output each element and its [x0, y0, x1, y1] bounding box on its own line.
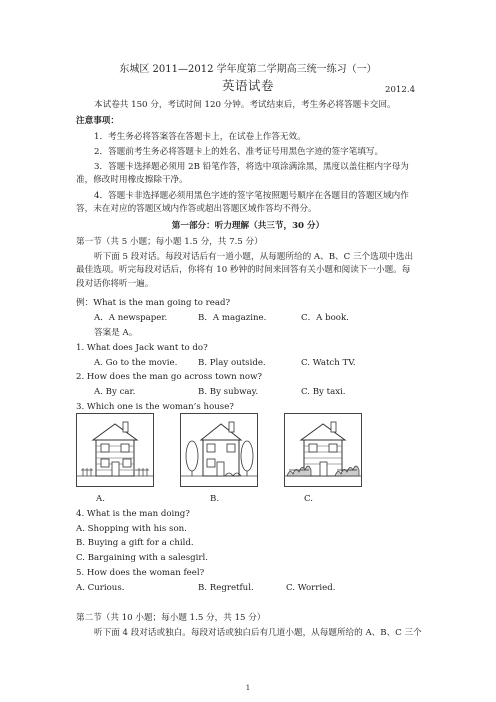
question: 2. How does the man go across town now? [76, 372, 263, 382]
option: A. Curious. [76, 583, 125, 593]
exam-title: 英语试卷 [221, 78, 274, 93]
section-heading: 第二节（共 10 小题；每小题 1.5 分，共 15 分） [76, 613, 266, 623]
notice-heading: 注意事项： [76, 116, 119, 126]
notice-item: 1．考生务必将答案答在答题卡上，在试卷上作答无效。 [94, 132, 306, 142]
section-instructions: 听下面 5 段对话。每段对话后有一道小题，从每题所给的 A、B、C 三个选项中选出最佳选项。听完每段对话后，你将有 10 秒钟的时间来回答有关小题和阅读下一小题。每段对话你将听一遍。 [76, 252, 414, 289]
option: A．A newspaper. [94, 313, 168, 323]
notice-item: 4．答题卡非选择题必须用黑色字迹的签字笔按照题号顺序在各题目的答题区域内作答，未在对应的答题区域内作答或超出答题区域作答均不得分。 [76, 191, 409, 215]
section-instructions: 听下面 4 段对话或独白。每段对话或独白后有几道小题，从每题所给的 A、B、C 三个 [94, 628, 422, 638]
option: B. Play outside. [198, 358, 266, 368]
house-icon [284, 413, 362, 487]
option: B. Buying a gift for a child. [76, 538, 194, 548]
option: C. Watch TV. [301, 358, 356, 368]
option: A. By car. [94, 387, 136, 397]
question: 1. What does Jack want to do? [76, 343, 208, 353]
intro-text: 本试卷共 150 分，考试时间 120 分钟。考试结束后，考生务必将答题卡交回。 [94, 100, 396, 110]
page-number: 1 [245, 684, 251, 692]
option: B. By subway. [198, 387, 259, 397]
option: C. Bargaining with a salesgirl. [76, 553, 208, 563]
option: A. Go to the movie. [94, 358, 178, 368]
question: 5. How does the woman feel? [76, 568, 205, 578]
house-icon [76, 413, 154, 487]
part-heading: 第一部分：听力理解（共三节，30 分） [171, 221, 325, 231]
notice-item: 3．答题卡选择题必须用 2B 铅笔作答，将选中项涂满涂黑，黑度以盖住框内字母为准，修改时用橡皮擦除干净。 [76, 162, 409, 186]
option: A. Shopping with his son. [76, 524, 187, 534]
option: B．A magazine. [198, 313, 267, 323]
option: B. Regretful. [198, 583, 254, 593]
exam-date: 2012.4 [385, 85, 416, 95]
question: 4. What is the man doing? [76, 509, 190, 519]
image-label: C. [304, 494, 314, 504]
image-label: B. [210, 494, 220, 504]
example-question: 例：What is the man going to read? [76, 298, 231, 308]
image-label: A. [96, 494, 105, 504]
notice-item: 2．答题前考生务必将答题卡上的姓名、准考证号用黑色字迹的签字笔填写。 [94, 147, 384, 157]
section-heading: 第一节（共 5 小题；每小题 1.5 分，共 7.5 分） [76, 237, 263, 247]
option: C. By taxi. [301, 387, 346, 397]
house-icon [180, 413, 258, 487]
question: 3. Which one is the woman’s house? [76, 402, 234, 412]
option: C. Worried. [286, 583, 336, 593]
example-answer: 答案是 A。 [94, 328, 138, 338]
option: C．A book. [301, 313, 349, 323]
exam-subtitle: 东城区 2011—2012 学年度第二学期高三统一练习（一） [119, 64, 377, 75]
